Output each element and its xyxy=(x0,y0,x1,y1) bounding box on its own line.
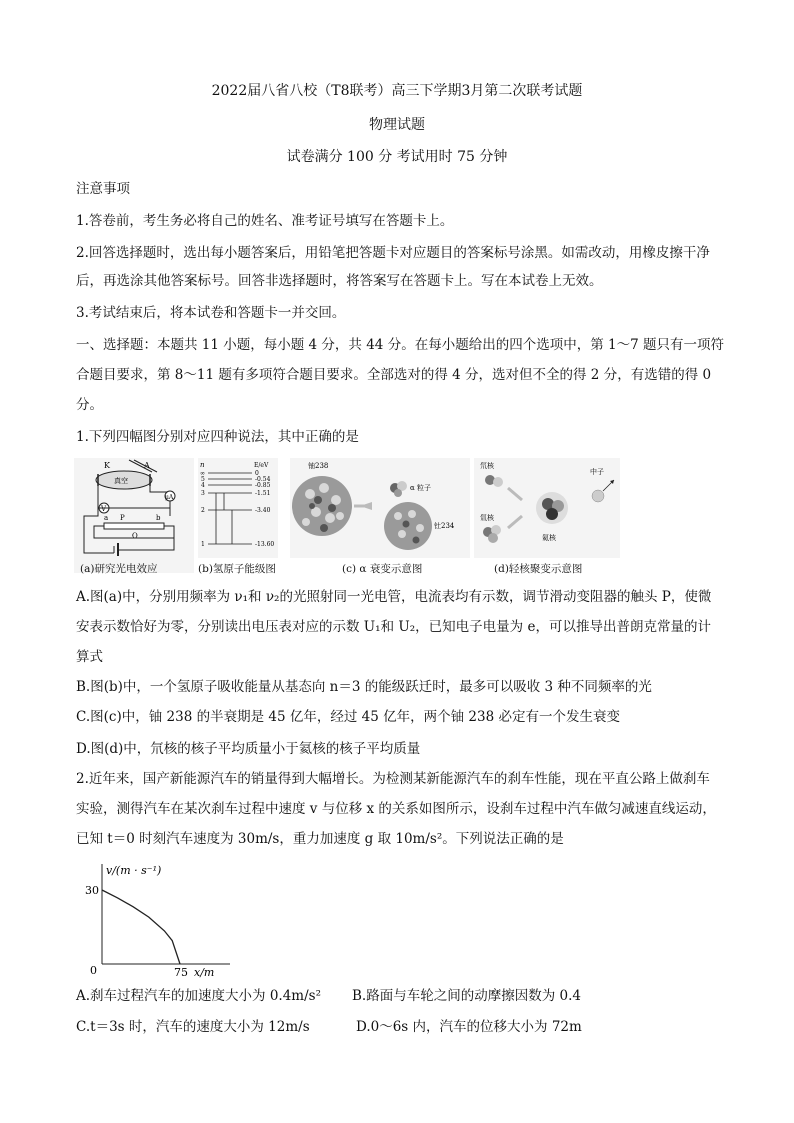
label-neutron: 中子 xyxy=(590,468,604,476)
label-alpha: α 粒子 xyxy=(410,484,431,492)
q1-option-c: C.图(c)中，铀 238 的半衰期是 45 亿年，经过 45 亿年，两个铀 238 必定有一个发生衰变 xyxy=(76,709,620,725)
label-O: O xyxy=(132,532,138,540)
label-a: a xyxy=(104,514,109,522)
q1-option-a-line1: A.图(a)中，分别用频率为 ν₁和 ν₂的光照射同一光电管，电流表均有示数，调节滑动变阻器的触头 P，使微 xyxy=(76,589,712,605)
label-u238: 铀238 xyxy=(308,462,329,470)
notice-item-1: 1.答卷前，考生务必将自己的姓名、准考证号填写在答题卡上。 xyxy=(76,213,454,229)
figure-a-photoelectric xyxy=(74,458,194,573)
label-A: A xyxy=(144,461,150,470)
figure-d-caption: (d)轻核聚变示意图 xyxy=(494,563,583,575)
x-tick-75: 75 xyxy=(174,966,188,978)
label-tritium: 氚核 xyxy=(480,514,494,522)
exam-title: 2022届八省八校（T8联考）高三下学期3月第二次联考试题 xyxy=(211,83,583,99)
y-axis-label: v/(m · s⁻¹) xyxy=(106,864,162,877)
label-b: b xyxy=(156,514,161,522)
label-microammeter: μA xyxy=(165,494,174,501)
label-n: n xyxy=(200,461,205,469)
level-4-energy: -0.85 xyxy=(255,482,271,489)
q2-option-c: C.t＝3s 时，汽车的速度大小为 12m/s xyxy=(76,1019,310,1035)
q2-stem-line2: 实验，测得汽车在某次刹车过程中速度 v 与位移 x 的关系如图所示，设刹车过程中汽车做匀减速直线运动， xyxy=(76,801,716,817)
q2-option-d: D.0～6s 内，汽车的位移大小为 72m xyxy=(356,1019,582,1035)
figure-a-caption: (a)研究光电效应 xyxy=(80,563,158,575)
level-2-energy: -3.40 xyxy=(255,507,271,514)
q2-stem-line1: 2.近年来，国产新能源汽车的销量得到大幅增长。为检测某新能源汽车的刹车性能，现在平直公路上做刹车 xyxy=(76,771,710,787)
label-deuterium: 氘核 xyxy=(480,462,494,470)
label-helium: 氦核 xyxy=(542,534,556,542)
level-2: 2 xyxy=(201,507,205,514)
label-th234: 钍234 xyxy=(434,522,455,530)
notice-item-2-line1: 2.回答选择题时，选出每小题答案后，用铅笔把答题卡对应题目的答案标号涂黑。如需改动，用橡皮擦干净 xyxy=(76,245,710,261)
q2-stem-line3: 已知 t＝0 时刻汽车速度为 30m/s，重力加速度 g 取 10m/s²。下列说法正确的是 xyxy=(76,831,564,847)
v-x-curve xyxy=(102,890,180,964)
q2-vx-graph xyxy=(84,860,234,978)
label-vacuum: 真空 xyxy=(114,477,128,485)
notice-item-3: 3.考试结束后，将本试卷和答题卡一并交回。 xyxy=(76,305,346,321)
section-instructions-line1: 一、选择题：本题共 11 小题，每小题 4 分，共 44 分。在每小题给出的四个选项中，第 1～7 题只有一项符 xyxy=(76,337,724,353)
q1-stem: 1.下列四幅图分别对应四种说法，其中正确的是 xyxy=(76,429,359,445)
level-4: 4 xyxy=(201,482,205,489)
y-tick-30: 30 xyxy=(85,884,99,897)
level-inf-energy: 0 xyxy=(255,470,259,477)
figure-b-caption: (b)氢原子能级图 xyxy=(198,563,276,575)
q1-option-a-line3: 算式 xyxy=(76,649,103,665)
figure-c-caption: (c) α 衰变示意图 xyxy=(342,563,423,575)
level-inf: ∞ xyxy=(200,470,205,477)
exam-meta: 试卷满分 100 分 考试用时 75 分钟 xyxy=(286,149,508,165)
section-instructions-line2: 合题目要求，第 8～11 题有多项符合题目要求。全部选对的得 4 分，选对但不全的得 2 分，有选错的得 0 xyxy=(76,367,712,383)
notice-item-2-line2: 后，再选涂其他答案标号。回答非选择题时，将答案写在答题卡上。写在本试卷上无效。 xyxy=(76,273,603,289)
level-5-energy: -0.54 xyxy=(255,476,271,483)
level-3: 3 xyxy=(201,490,205,497)
label-K: K xyxy=(104,461,110,470)
level-1: 1 xyxy=(201,541,205,548)
q1-option-d: D.图(d)中，氘核的核子平均质量小于氦核的核子平均质量 xyxy=(76,741,421,757)
q2-option-a: A.刹车过程汽车的加速度大小为 0.4m/s² xyxy=(76,988,321,1004)
level-3-energy: -1.51 xyxy=(255,490,271,497)
q1-option-b: B.图(b)中，一个氢原子吸收能量从基态向 n＝3 的能级跃迁时，最多可以吸收 3 种不同频率的光 xyxy=(76,679,652,695)
figure-c-alpha-decay xyxy=(290,458,470,558)
label-voltmeter: V xyxy=(101,505,107,513)
notice-heading: 注意事项 xyxy=(76,181,130,197)
figure-b-energy-levels xyxy=(198,458,278,558)
label-E-unit: E/eV xyxy=(254,462,269,469)
q1-option-a-line2: 安表示数恰好为零，分别读出电压表对应的示数 U₁和 U₂，已知电子电量为 e，可以推导出普朗克常量的计 xyxy=(76,619,711,635)
figure-d-fusion xyxy=(474,458,620,558)
section-instructions-line3: 分。 xyxy=(76,397,103,413)
label-P: P xyxy=(120,514,125,522)
x-axis-label: x/m xyxy=(194,966,215,978)
subject-title: 物理试题 xyxy=(369,117,425,133)
q2-option-b: B.路面与车轮之间的动摩擦因数为 0.4 xyxy=(352,988,581,1004)
level-1-energy: -13.60 xyxy=(255,541,275,548)
level-5: 5 xyxy=(201,476,205,483)
origin-label: 0 xyxy=(90,964,97,977)
